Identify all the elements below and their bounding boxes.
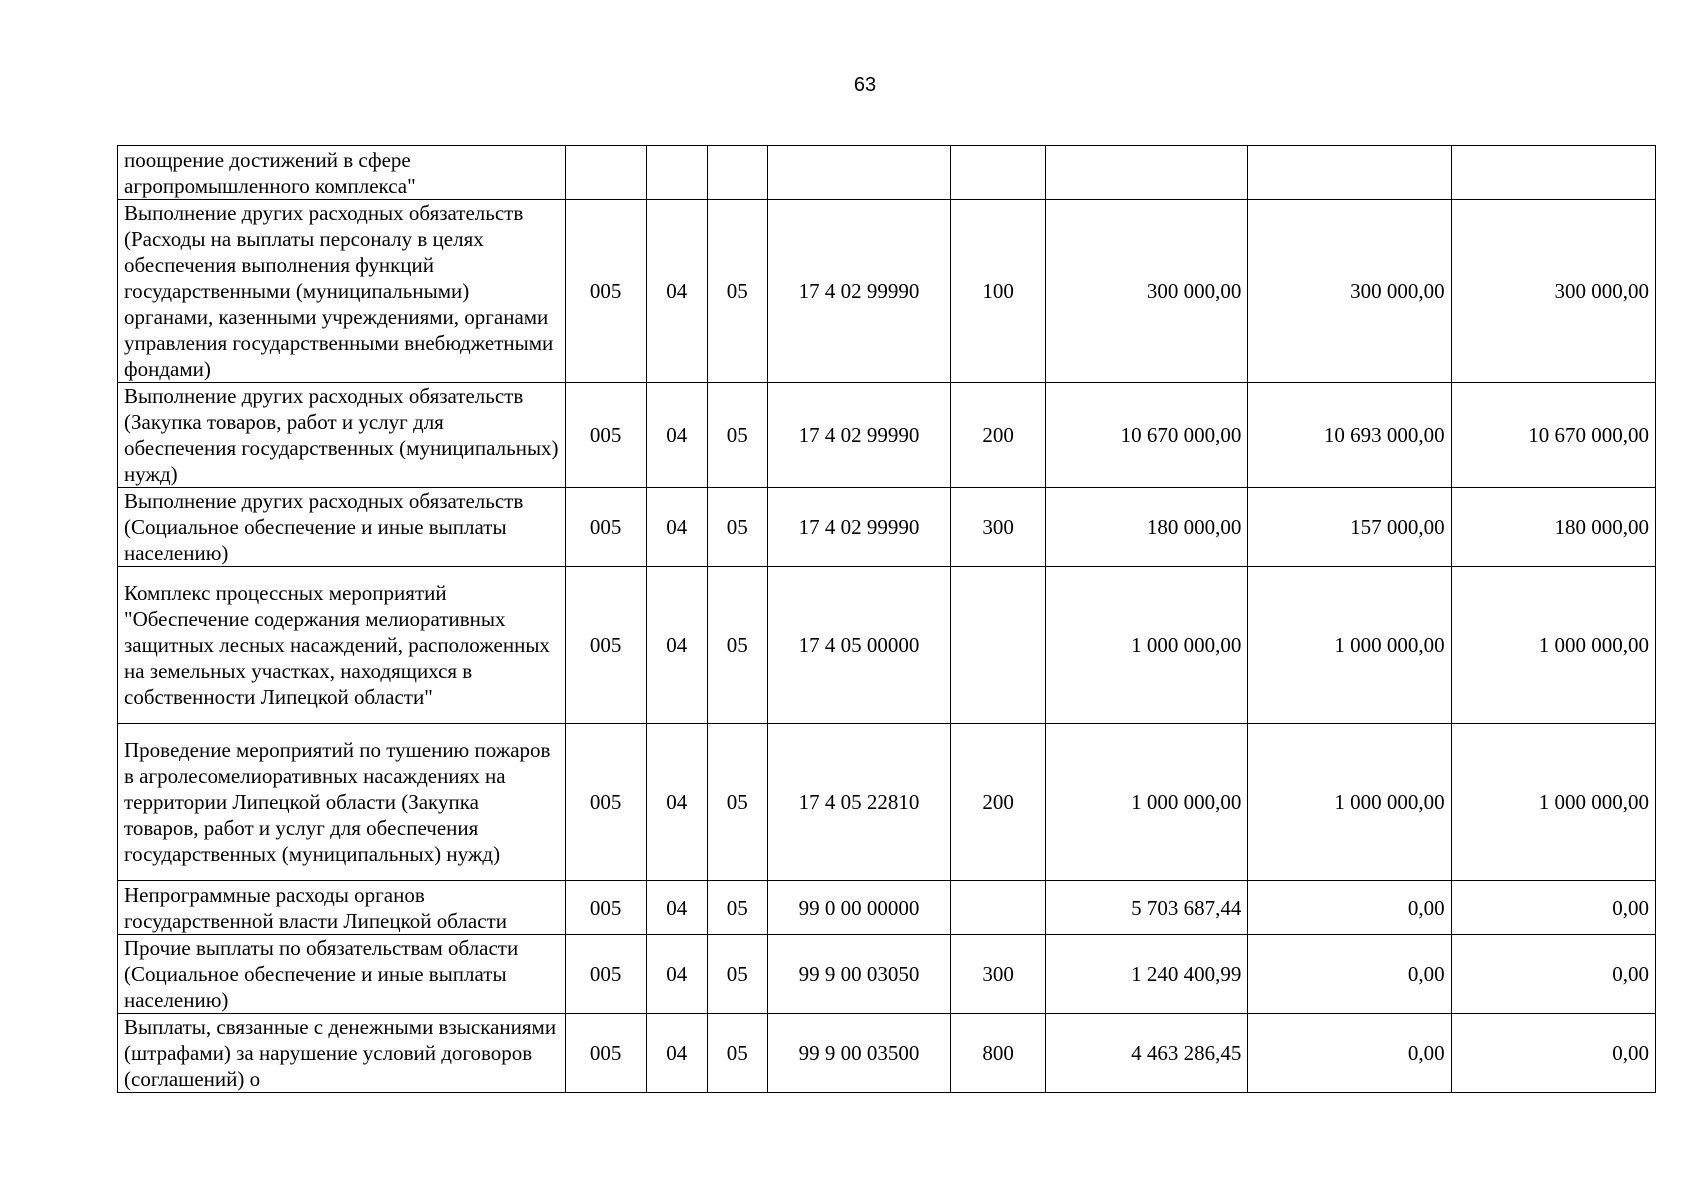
row-name-cell: Непрограммные расходы органов государственной власти Липецкой области [118,881,566,935]
section-cell: 04 [646,383,707,488]
section-cell: 04 [646,488,707,567]
sum-year1-cell: 1 240 400,99 [1046,935,1248,1014]
expense-type-cell: 200 [951,383,1046,488]
grbs-cell: 005 [565,488,646,567]
subsection-cell: 05 [707,881,767,935]
expense-type-cell [951,881,1046,935]
grbs-cell [565,146,646,200]
sum-year2-cell: 300 000,00 [1248,200,1451,383]
table-row [118,881,1656,935]
subsection-cell: 05 [707,488,767,567]
sum-year2-cell: 157 000,00 [1248,488,1451,567]
section-cell: 04 [646,200,707,383]
sum-year1-cell: 180 000,00 [1046,488,1248,567]
expense-type-cell: 800 [951,1014,1046,1093]
expense-type-cell: 100 [951,200,1046,383]
subsection-cell: 05 [707,567,767,724]
grbs-cell: 005 [565,724,646,881]
target-article-cell: 17 4 02 99990 [767,383,950,488]
subsection-cell: 05 [707,935,767,1014]
table-row [118,935,1656,1014]
sum-year2-cell: 0,00 [1248,881,1451,935]
grbs-cell: 005 [565,881,646,935]
sum-year3-cell: 10 670 000,00 [1451,383,1655,488]
section-cell: 04 [646,935,707,1014]
grbs-cell: 005 [565,1014,646,1093]
row-name-cell: Прочие выплаты по обязательствам области (Социальное обеспечение и иные выплаты населению) [118,935,566,1014]
sum-year3-cell: 1 000 000,00 [1451,724,1655,881]
sum-year2-cell [1248,146,1451,200]
section-cell: 04 [646,567,707,724]
sum-year2-cell: 1 000 000,00 [1248,567,1451,724]
row-name-cell: Выполнение других расходных обязательств (Расходы на выплаты персоналу в целях обеспечения выполнения функций государственными (муниципальными) органами, казенными учреждениями, органами управления государственными внебюджетными фондами) [118,200,566,383]
subsection-cell: 05 [707,1014,767,1093]
expense-type-cell: 200 [951,724,1046,881]
sum-year2-cell: 10 693 000,00 [1248,383,1451,488]
expense-type-cell: 300 [951,488,1046,567]
budget-table [117,145,1656,1093]
target-article-cell: 99 9 00 03500 [767,1014,950,1093]
sum-year2-cell: 0,00 [1248,1014,1451,1093]
table-row [118,488,1656,567]
section-cell [646,146,707,200]
expense-type-cell [951,146,1046,200]
section-cell: 04 [646,724,707,881]
table-row [118,567,1656,724]
subsection-cell: 05 [707,200,767,383]
grbs-cell: 005 [565,200,646,383]
target-article-cell: 17 4 02 99990 [767,200,950,383]
sum-year2-cell: 0,00 [1248,935,1451,1014]
sum-year1-cell: 1 000 000,00 [1046,567,1248,724]
sum-year1-cell [1046,146,1248,200]
table-row [118,383,1656,488]
row-name-cell: Выплаты, связанные с денежными взысканиями (штрафами) за нарушение условий договоров (соглашений) о [118,1014,566,1093]
expense-type-cell [951,567,1046,724]
sum-year3-cell: 0,00 [1451,935,1655,1014]
expense-type-cell: 300 [951,935,1046,1014]
sum-year3-cell [1451,146,1655,200]
target-article-cell: 17 4 02 99990 [767,488,950,567]
subsection-cell: 05 [707,383,767,488]
row-name-cell: поощрение достижений в сфере агропромышленного комплекса" [118,146,566,200]
sum-year3-cell: 0,00 [1451,1014,1655,1093]
target-article-cell: 17 4 05 00000 [767,567,950,724]
sum-year3-cell: 180 000,00 [1451,488,1655,567]
section-cell: 04 [646,881,707,935]
target-article-cell [767,146,950,200]
page-number: 63 [853,74,877,96]
sum-year1-cell: 10 670 000,00 [1046,383,1248,488]
target-article-cell: 99 9 00 03050 [767,935,950,1014]
sum-year1-cell: 4 463 286,45 [1046,1014,1248,1093]
sum-year3-cell: 300 000,00 [1451,200,1655,383]
sum-year3-cell: 1 000 000,00 [1451,567,1655,724]
table-row [118,200,1656,383]
sum-year1-cell: 1 000 000,00 [1046,724,1248,881]
grbs-cell: 005 [565,567,646,724]
table-row [118,724,1656,881]
subsection-cell [707,146,767,200]
row-name-cell: Комплекс процессных мероприятий "Обеспечение содержания мелиоративных защитных лесных насаждений, расположенных на земельных участках, находящихся в собственности Липецкой области" [118,567,566,724]
section-cell: 04 [646,1014,707,1093]
row-name-cell: Выполнение других расходных обязательств (Социальное обеспечение и иные выплаты населению) [118,488,566,567]
sum-year1-cell: 300 000,00 [1046,200,1248,383]
subsection-cell: 05 [707,724,767,881]
grbs-cell: 005 [565,383,646,488]
table-row [118,1014,1656,1093]
sum-year2-cell: 1 000 000,00 [1248,724,1451,881]
target-article-cell: 17 4 05 22810 [767,724,950,881]
row-name-cell: Проведение мероприятий по тушению пожаров в агролесомелиоративных насаждениях на территории Липецкой области (Закупка товаров, работ и услуг для обеспечения государственных (муниципальных) нужд) [118,724,566,881]
table-row [118,146,1656,200]
target-article-cell: 99 0 00 00000 [767,881,950,935]
sum-year1-cell: 5 703 687,44 [1046,881,1248,935]
grbs-cell: 005 [565,935,646,1014]
row-name-cell: Выполнение других расходных обязательств (Закупка товаров, работ и услуг для обеспечения государственных (муниципальных) нужд) [118,383,566,488]
sum-year3-cell: 0,00 [1451,881,1655,935]
